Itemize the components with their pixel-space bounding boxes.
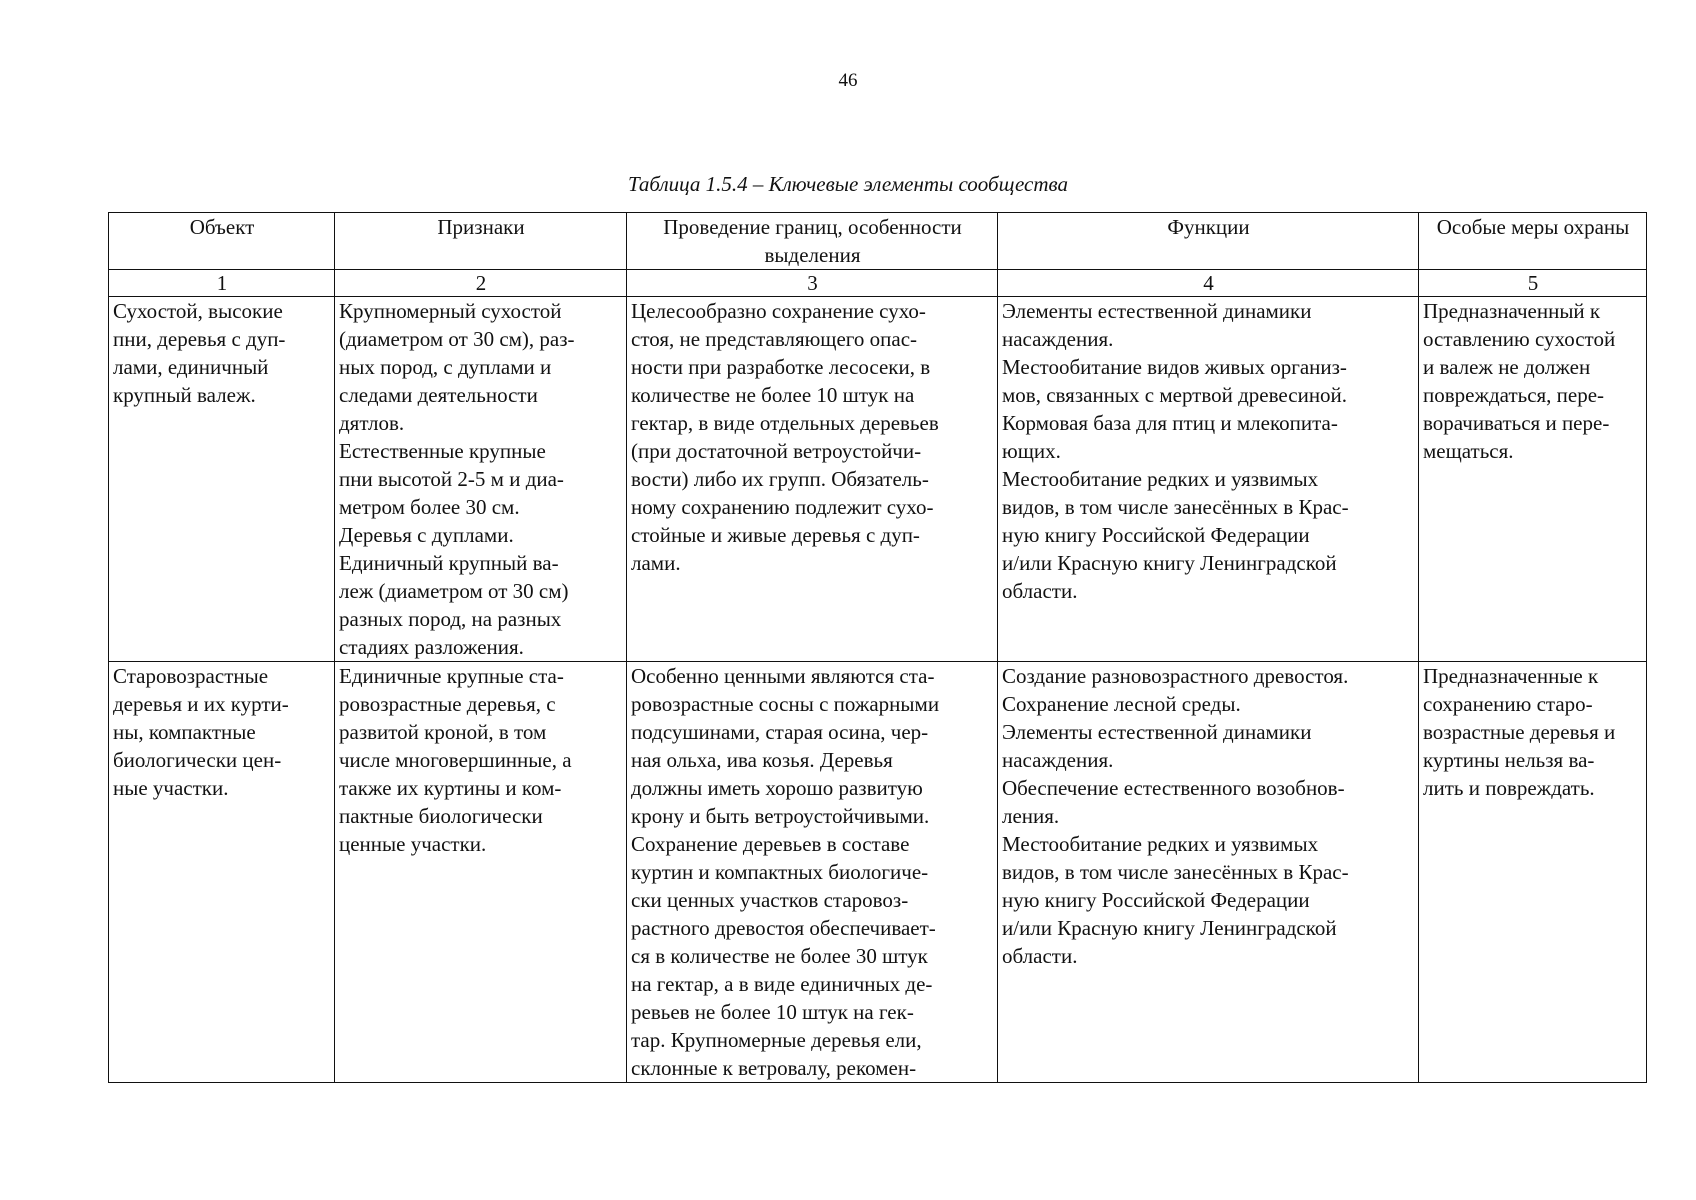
cell-text-line: Местообитание редких и уязвимых	[1002, 832, 1319, 856]
cell-text-line: Сохранение деревьев в составе	[631, 832, 910, 856]
cell-text-line: мещаться.	[1423, 439, 1514, 463]
cell-text-line: ные участки.	[113, 776, 229, 800]
cell-text-line: вости) либо их групп. Обязатель-	[631, 467, 929, 491]
cell-text-line: Единичный крупный ва-	[339, 551, 559, 575]
cell-text-line: ления.	[1002, 804, 1060, 828]
cell-text-line: ся в количестве не более 30 штук	[631, 944, 928, 968]
cell-text-line: области.	[1002, 944, 1078, 968]
cell-text-line: (диаметром от 30 см), раз-	[339, 327, 575, 351]
cell-text-line: биологически цен-	[113, 748, 282, 772]
cell-text-line: ности при разработке лесосеки, в	[631, 355, 931, 379]
column-number: 5	[1419, 270, 1647, 297]
cell-text-line: видов, в том числе занесённых в Крас-	[1002, 495, 1349, 519]
header-object: Объект	[109, 213, 335, 270]
cell-text-line: Целесообразно сохранение сухо-	[631, 299, 926, 323]
cell-protection	[1419, 297, 1647, 662]
cell-text-line: ворачиваться и пере-	[1423, 411, 1610, 435]
header-functions: Функции	[998, 213, 1419, 270]
cell-functions	[998, 662, 1419, 1083]
cell-text-line: ровозрастные деревья, с	[339, 692, 556, 716]
cell-text-line: растного древостоя обеспечивает-	[631, 916, 936, 940]
cell-text-line: также их куртины и ком-	[339, 776, 562, 800]
cell-text-line: ценные участки.	[339, 832, 487, 856]
cell-text-line: видов, в том числе занесённых в Крас-	[1002, 860, 1349, 884]
cell-text-line: подсушинами, старая осина, чер-	[631, 720, 929, 744]
cell-text-line: области.	[1002, 579, 1078, 603]
cell-text-line: Предназначенные к	[1423, 664, 1599, 688]
cell-text-line: Деревья с дуплами.	[339, 523, 514, 547]
cell-text-line: оставлению сухостой	[1423, 327, 1616, 351]
cell-text-line: ны, компактные	[113, 720, 256, 744]
column-number: 1	[109, 270, 335, 297]
cell-text-line: Предназначенный к	[1423, 299, 1601, 323]
cell-text-line: стоя, не представляющего опас-	[631, 327, 918, 351]
cell-text-line: стойные и живые деревья с дуп-	[631, 523, 920, 547]
cell-text-line: метром более 30 см.	[339, 495, 520, 519]
cell-text-line: ная ольха, ива козья. Деревья	[631, 748, 893, 772]
cell-text-line: Элементы естественной динамики	[1002, 720, 1312, 744]
cell-text-line: ющих.	[1002, 439, 1061, 463]
cell-features	[335, 662, 627, 1083]
cell-text-line: Естественные крупные	[339, 439, 546, 463]
cell-text-line: пни высотой 2-5 м и диа-	[339, 467, 564, 491]
cell-text-line: количестве не более 10 штук на	[631, 383, 915, 407]
cell-text-line: разных пород, на разных	[339, 607, 562, 631]
cell-object	[109, 297, 335, 662]
cell-text-line: следами деятельности	[339, 383, 538, 407]
cell-text-line: Сухостой, высокие	[113, 299, 283, 323]
cell-text-line: Кормовая база для птиц и млекопита-	[1002, 411, 1338, 435]
cell-text-line: Старовозрастные	[113, 664, 269, 688]
cell-text-line: (при достаточной ветроустойчи-	[631, 439, 922, 463]
cell-text-line: и/или Красную книгу Ленинградской	[1002, 551, 1337, 575]
cell-text-line: ных пород, с дуплами и	[339, 355, 552, 379]
cell-text-line: лами, единичный	[113, 355, 269, 379]
cell-text-line: крону и быть ветроустойчивыми.	[631, 804, 930, 828]
cell-text-line: стадиях разложения.	[339, 635, 524, 659]
cell-text-line: и/или Красную книгу Ленинградской	[1002, 916, 1337, 940]
page-number: 46	[838, 70, 858, 91]
cell-text-line: мов, связанных с мертвой древесиной.	[1002, 383, 1348, 407]
table-header-row	[109, 213, 1647, 270]
key-elements-table	[108, 212, 1647, 1083]
cell-text-line: ски ценных участков старовоз-	[631, 888, 909, 912]
cell-text-line: пактные биологически	[339, 804, 543, 828]
cell-features	[335, 297, 627, 662]
cell-protection	[1419, 662, 1647, 1083]
cell-text-line: Элементы естественной динамики	[1002, 299, 1312, 323]
cell-text-line: Создание разновозрастного древостоя.	[1002, 664, 1349, 688]
table-caption: Таблица 1.5.4 – Ключевые элементы сообщества	[628, 172, 1068, 196]
cell-text-line: Сохранение лесной среды.	[1002, 692, 1241, 716]
cell-text-line: деревья и их курти-	[113, 692, 289, 716]
cell-text-line: крупный валеж.	[113, 383, 256, 407]
cell-text-line: гектар, в виде отдельных деревьев	[631, 411, 939, 435]
cell-text-line: Местообитание видов живых организ-	[1002, 355, 1347, 379]
cell-text-line: ному сохранению подлежит сухо-	[631, 495, 934, 519]
column-number: 2	[335, 270, 627, 297]
cell-text-line: дятлов.	[339, 411, 405, 435]
cell-text-line: склонные к ветровалу, рекомен-	[631, 1056, 917, 1080]
cell-boundaries	[627, 662, 998, 1083]
cell-text-line: лами.	[631, 551, 681, 575]
cell-object	[109, 662, 335, 1083]
cell-text-line: Особенно ценными являются ста-	[631, 664, 935, 688]
cell-text-line: тар. Крупномерные деревья ели,	[631, 1028, 922, 1052]
column-number: 3	[627, 270, 998, 297]
cell-text-line: ревьев не более 10 штук на гек-	[631, 1000, 914, 1024]
cell-text-line: насаждения.	[1002, 327, 1114, 351]
cell-text-line: леж (диаметром от 30 см)	[339, 579, 569, 603]
cell-text-line: пни, деревья с дуп-	[113, 327, 286, 351]
cell-text-line: числе многовершинные, а	[339, 748, 572, 772]
cell-text-line: на гектар, а в виде единичных де-	[631, 972, 933, 996]
column-number-row	[109, 270, 1647, 297]
cell-text-line: повреждаться, перe-	[1423, 383, 1605, 407]
cell-text-line: ную книгу Российской Федерации	[1002, 888, 1310, 912]
cell-text-line: возрастные деревья и	[1423, 720, 1616, 744]
cell-text-line: должны иметь хорошо развитую	[631, 776, 923, 800]
cell-text-line: куртины нельзя ва-	[1423, 748, 1595, 772]
cell-text-line: ровозрастные сосны с пожарными	[631, 692, 940, 716]
header-protection: Особые меры охраны	[1419, 213, 1647, 270]
table-row	[109, 662, 1647, 1083]
cell-text-line: Единичные крупные ста-	[339, 664, 564, 688]
cell-text-line: сохранению старо-	[1423, 692, 1593, 716]
cell-functions	[998, 297, 1419, 662]
cell-text-line: насаждения.	[1002, 748, 1114, 772]
cell-text-line: Местообитание редких и уязвимых	[1002, 467, 1319, 491]
cell-text-line: Крупномерный сухостой	[339, 299, 562, 323]
table-row	[109, 297, 1647, 662]
cell-text-line: Обеспечение естественного возобнов-	[1002, 776, 1345, 800]
cell-text-line: и валеж не должен	[1423, 355, 1591, 379]
cell-text-line: развитой кроной, в том	[339, 720, 547, 744]
cell-text-line: куртин и компактных биологиче-	[631, 860, 929, 884]
column-number: 4	[998, 270, 1419, 297]
cell-boundaries	[627, 297, 998, 662]
header-features: Признаки	[335, 213, 627, 270]
header-boundaries: Проведение границ, особенности выделения	[627, 213, 998, 270]
cell-text-line: лить и повреждать.	[1423, 776, 1595, 800]
cell-text-line: ную книгу Российской Федерации	[1002, 523, 1310, 547]
